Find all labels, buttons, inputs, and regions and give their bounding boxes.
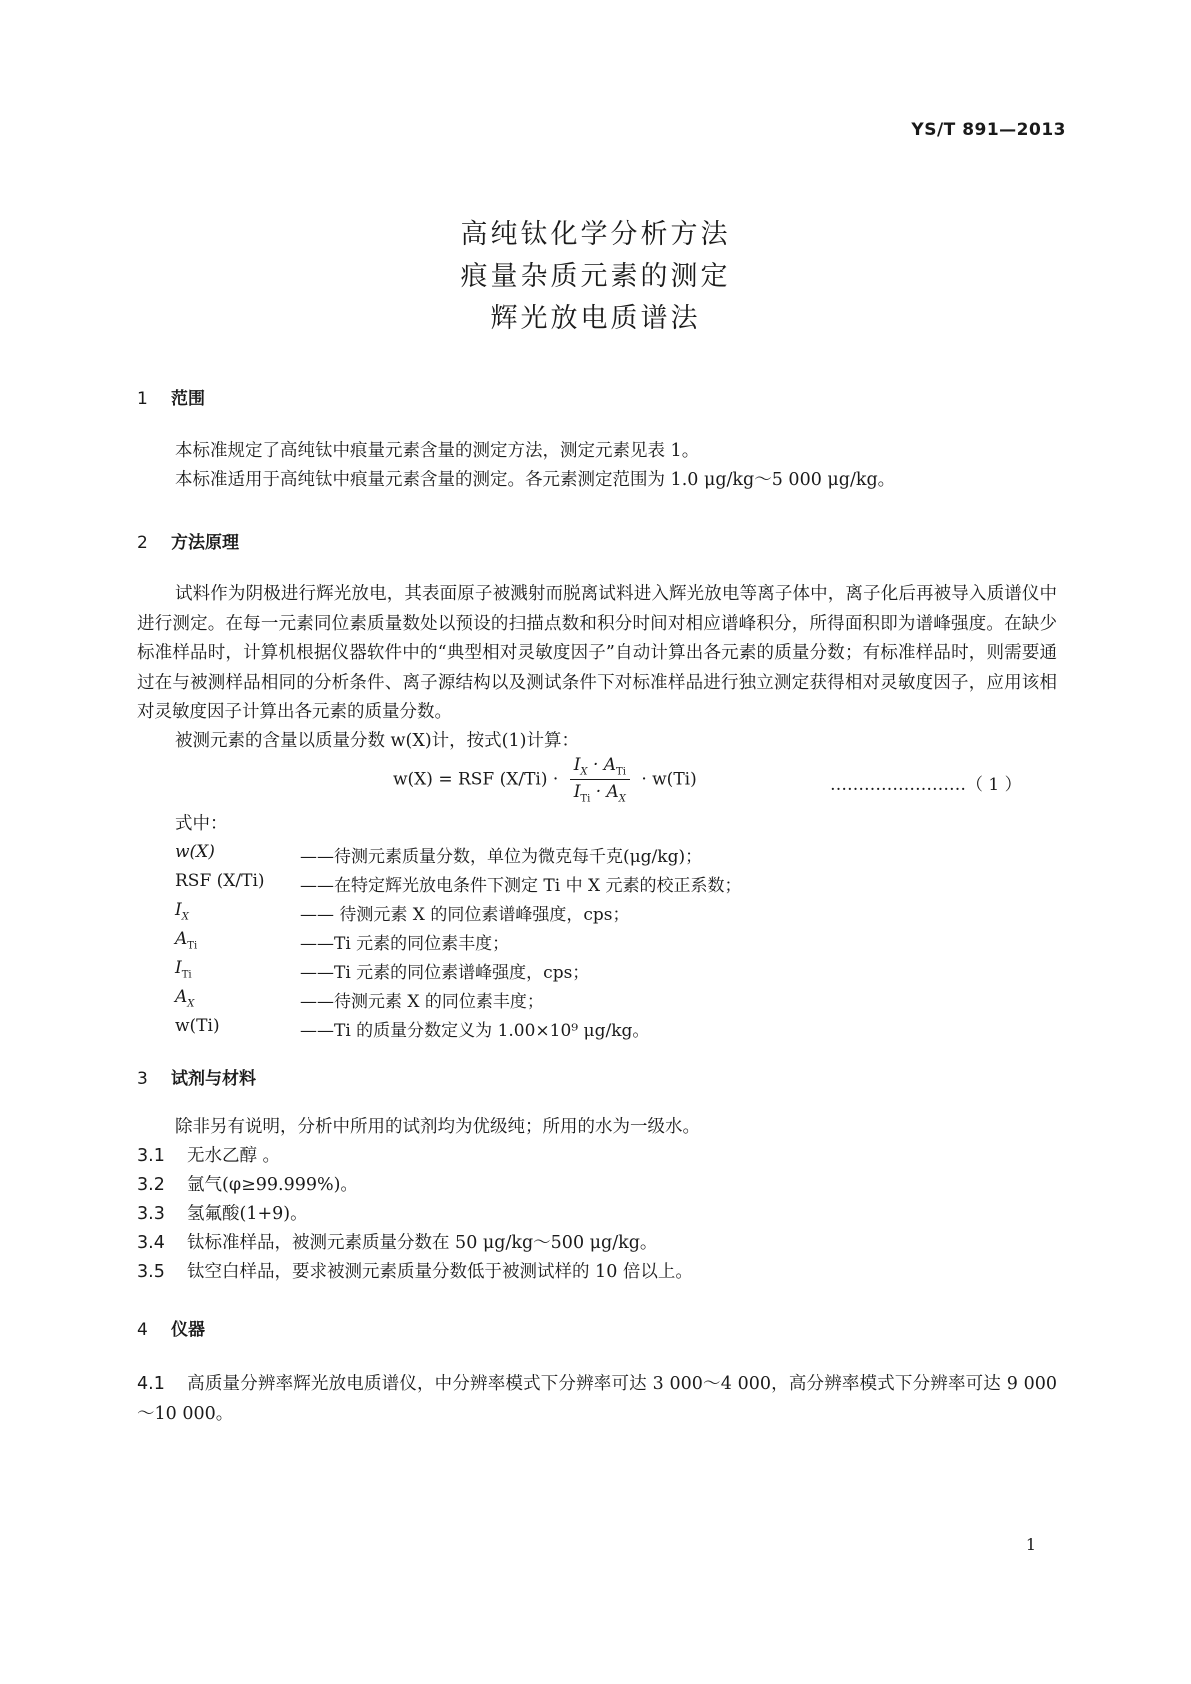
title-line-1: 高纯钛化学分析方法 bbox=[460, 219, 731, 250]
def-symbol: $A_{Ti}$ bbox=[175, 929, 198, 952]
page-number: 1 bbox=[1025, 1535, 1036, 1554]
formula-numerator: $I_X \cdot A_{Ti}$ bbox=[570, 755, 630, 780]
formula-lhs: w(X) = RSF (X/Ti) · bbox=[393, 769, 559, 790]
def-description: ——在特定辉光放电条件下测定 Ti 中 X 元素的校正系数； bbox=[300, 876, 742, 896]
section-2-heading bbox=[137, 528, 239, 553]
instrument-item: 4.1 高质量分辨率辉光放电质谱仪，中分辨率模式下分辨率可达 3 000～4 000，高分辨率模式下分辨率可达 9 000～10 000。 bbox=[137, 1374, 1057, 1424]
section-title: 试剂与材料 bbox=[171, 1069, 256, 1089]
reagent-item: 3.4 钛标准样品，被测元素质量分数在 50 μg/kg～500 μg/kg。 bbox=[137, 1233, 658, 1253]
def-symbol: $I_{Ti}$ bbox=[175, 958, 192, 981]
reagent-item: 3.2 氩气(φ≥99.999%)。 bbox=[137, 1175, 358, 1195]
principle-formula-intro: 被测元素的含量以质量分数 w(X)计，按式(1)计算： bbox=[175, 731, 579, 751]
def-symbol: w(X) bbox=[175, 842, 215, 862]
section-title: 范围 bbox=[171, 389, 205, 409]
section-number: 1 bbox=[137, 389, 148, 409]
standard-code: YS/T 891—2013 bbox=[911, 120, 1066, 140]
formula-1 bbox=[393, 755, 697, 805]
formula-denominator: $I_{Ti} \cdot A_X$ bbox=[573, 782, 626, 805]
formula-fraction bbox=[570, 755, 630, 805]
def-symbol: $A_X$ bbox=[175, 987, 195, 1010]
def-symbol: w(Ti) bbox=[175, 1016, 220, 1036]
formula-where-label: 式中： bbox=[175, 814, 228, 834]
def-symbol: RSF (X/Ti) bbox=[175, 871, 265, 891]
section-1-heading bbox=[137, 384, 205, 409]
section-4-heading bbox=[137, 1315, 205, 1340]
reagent-item: 3.5 钛空白样品，要求被测元素质量分数低于被测试样的 10 倍以上。 bbox=[137, 1262, 693, 1282]
section-number: 2 bbox=[137, 533, 148, 553]
reagents-intro: 除非另有说明，分析中所用的试剂均为优级纯；所用的水为一级水。 bbox=[175, 1117, 700, 1137]
def-description: ——待测元素质量分数，单位为微克每千克(μg/kg)； bbox=[300, 847, 703, 867]
scope-paragraph-2: 本标准适用于高纯钛中痕量元素含量的测定。各元素测定范围为 1.0 μg/kg～5 000 μg/kg。 bbox=[175, 470, 896, 490]
def-description: ——Ti 的质量分数定义为 1.00×10⁹ μg/kg。 bbox=[300, 1021, 650, 1041]
section-title: 仪器 bbox=[171, 1320, 205, 1340]
principle-paragraph: 试料作为阴极进行辉光放电，其表面原子被溅射而脱离试料进入辉光放电等离子体中，离子化后再被导入质谱仪中进行测定。在每一元素同位素质量数处以预设的扫描点数和积分时间对相应谱峰积分，所得面积即为谱峰强度。在缺少标准样品时，计算机根据仪器软件中的“典型相对灵敏度因子”自动计算出各元素的质量分数；有标准样品时，则需要通过在与被测样品相同的分析条件、离子源结构以及测试条件下对标准样品进行独立测定获得相对灵敏度因子，应用该相对灵敏度因子计算出各元素的质量分数。 bbox=[137, 584, 1057, 723]
def-description: —— 待测元素 X 的同位素谱峰强度，cps； bbox=[300, 905, 630, 925]
reagent-item: 3.3 氢氟酸(1+9)。 bbox=[137, 1204, 308, 1224]
formula-number: ……………………（ 1 ） bbox=[830, 775, 1022, 795]
def-symbol: $I_X$ bbox=[175, 900, 189, 923]
reagent-item: 3.1 无水乙醇 。 bbox=[137, 1146, 281, 1166]
title-line-2: 痕量杂质元素的测定 bbox=[460, 261, 731, 292]
scope-paragraph-1: 本标准规定了高纯钛中痕量元素含量的测定方法，测定元素见表 1。 bbox=[175, 441, 700, 461]
def-description: ——待测元素 X 的同位素丰度； bbox=[300, 992, 544, 1012]
def-description: ——Ti 元素的同位素丰度； bbox=[300, 934, 510, 954]
section-3-heading bbox=[137, 1064, 256, 1089]
formula-rhs: · w(Ti) bbox=[641, 769, 697, 790]
section-number: 3 bbox=[137, 1069, 148, 1089]
section-title: 方法原理 bbox=[171, 533, 239, 553]
def-description: ——Ti 元素的同位素谱峰强度，cps； bbox=[300, 963, 590, 983]
section-number: 4 bbox=[137, 1320, 148, 1340]
title-line-3: 辉光放电质谱法 bbox=[490, 303, 701, 334]
